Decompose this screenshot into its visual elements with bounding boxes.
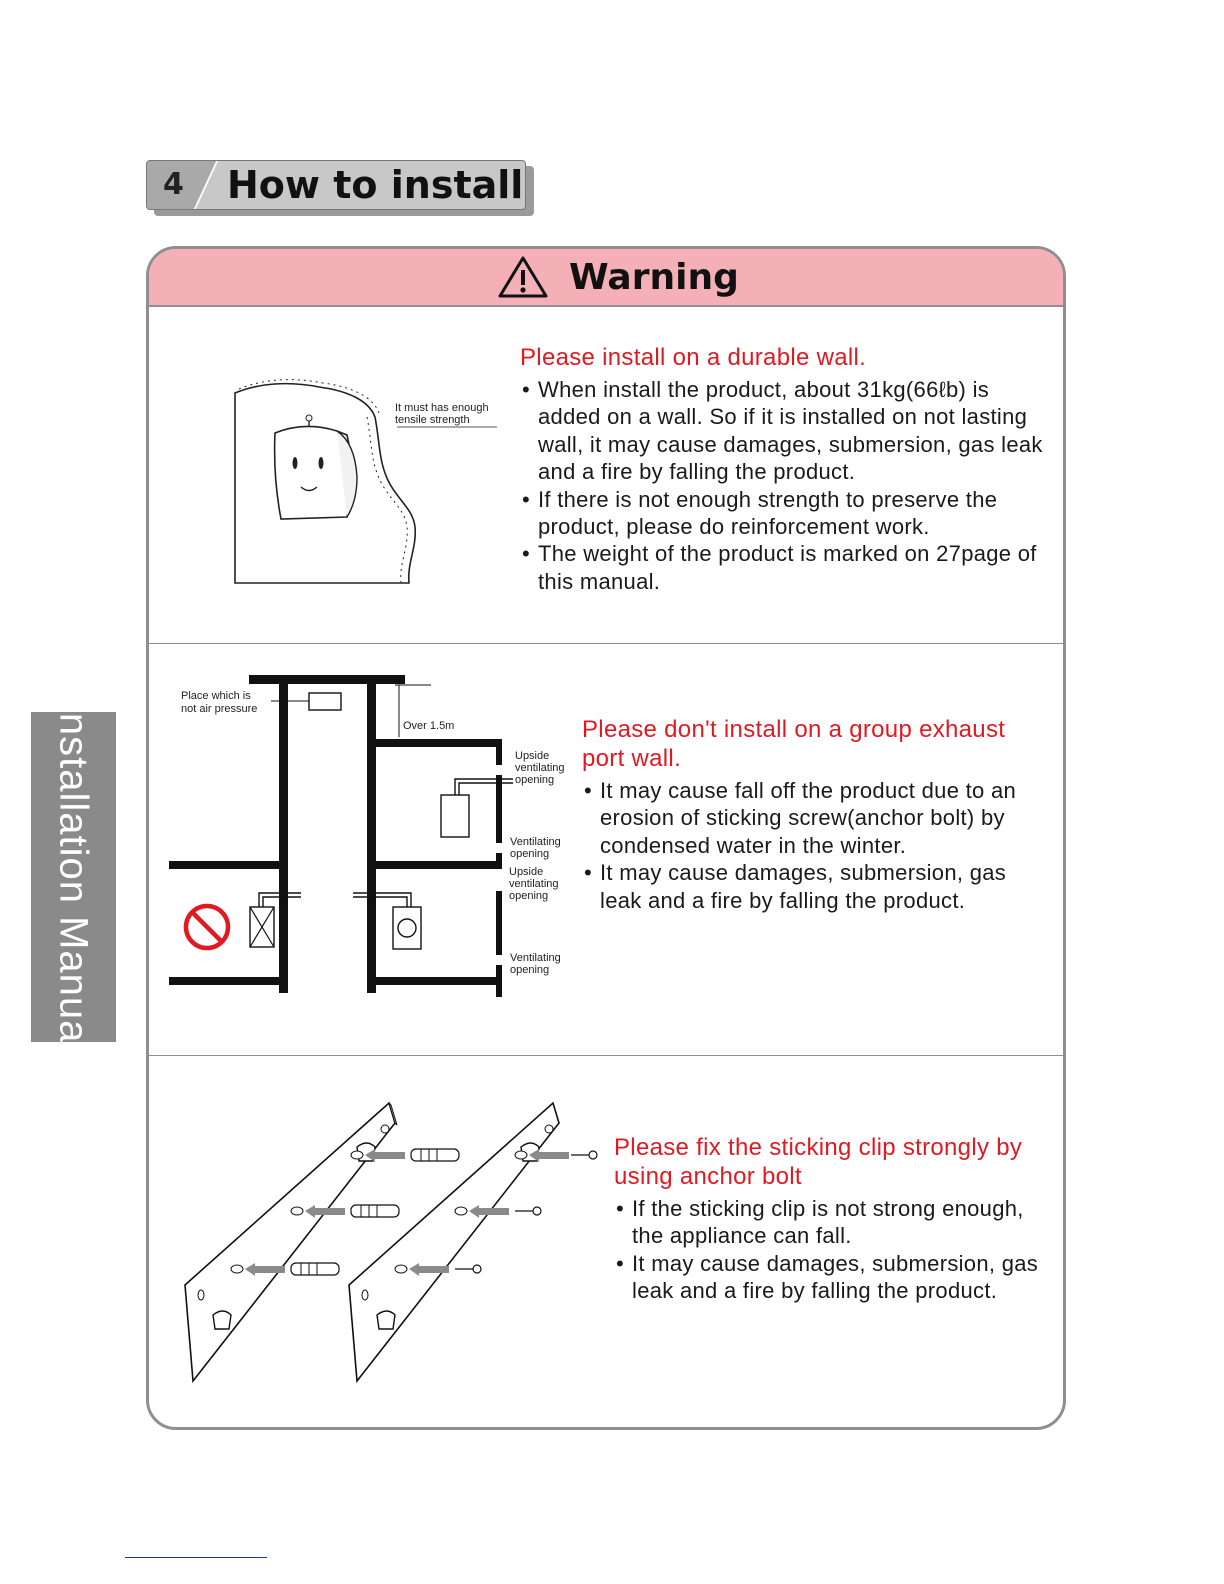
section-divider [149, 643, 1063, 644]
callout-line-2: tensile strength [395, 414, 470, 426]
vent-2-line-2: opening [510, 964, 550, 976]
side-chapter-label: Installation Manual [51, 700, 96, 1054]
bullet-item: • When install the product, about 31kg(66ℓb) is added on a wall. So if it is installed on not lasting wall, it may cause damages, submersion, gas leak and a fire by falling the product. [520, 376, 1052, 486]
bullet-item: • It may cause damages, submersion, gas leak and a fire by falling the product. [614, 1250, 1054, 1305]
upside-vent-2-line-3: opening [509, 890, 549, 902]
exhaust-port-bullets [582, 777, 1042, 914]
anchor-bolt-bullets [614, 1195, 1054, 1305]
vent-2-line-1: Ventilating [510, 952, 561, 964]
durable-wall-figure [229, 377, 509, 587]
exhaust-port-figure [167, 671, 577, 1001]
footer-rule [125, 1557, 267, 1558]
side-chapter-tab [31, 700, 116, 1054]
place-label-1: Place which is [181, 690, 251, 702]
anchor-bolt-heading: Please fix the sticking clip strongly by using anchor bolt [614, 1134, 1023, 1190]
warning-triangle-icon [497, 255, 549, 299]
exhaust-port-heading: Please don't install on a group exhaust port wall. [582, 716, 1006, 772]
section-title: How to install [227, 163, 524, 207]
anchor-bolt-text [614, 1133, 1054, 1305]
upside-vent-1-line-3: opening [515, 774, 555, 786]
bullet-item: • It may cause damages, submersion, gas leak and a fire by falling the product. [582, 859, 1042, 914]
warning-header [149, 249, 1063, 307]
upside-vent-1-line-1: Upside [515, 750, 550, 762]
bullet-item: • If there is not enough strength to preserve the product, please do reinforcement work. [520, 486, 1052, 541]
bullet-item: • It may cause fall off the product due to an erosion of sticking screw(anchor bolt) by condensed water in the winter. [582, 777, 1042, 859]
section-heading-face [146, 160, 526, 210]
section-heading [146, 160, 526, 210]
bullet-item: • If the sticking clip is not strong enough, the appliance can fall. [614, 1195, 1054, 1250]
durable-wall-heading: Please install on a durable wall. [520, 344, 867, 371]
durable-wall-text [520, 343, 1052, 595]
section-divider [149, 1055, 1063, 1056]
anchor-bolt-figure [179, 1099, 609, 1389]
upside-vent-2-line-1: Upside [509, 866, 544, 878]
vent-1-line-1: Ventilating [510, 836, 561, 848]
warning-label: Warning [569, 257, 739, 298]
place-label-2: not air pressure [181, 703, 258, 715]
warning-panel [146, 246, 1066, 1430]
exhaust-port-text [582, 715, 1042, 914]
vent-1-line-2: opening [510, 848, 550, 860]
section-number: 4 [163, 167, 184, 202]
prohibited-icon [186, 906, 228, 948]
durable-wall-bullets [520, 376, 1052, 595]
upside-vent-1-line-2: ventilating [515, 762, 565, 774]
bullet-item: • The weight of the product is marked on 27page of this manual. [520, 540, 1052, 595]
callout-line-1: It must has enough [395, 402, 489, 414]
over-label: Over 1.5m [403, 720, 455, 732]
upside-vent-2-line-2: ventilating [509, 878, 559, 890]
